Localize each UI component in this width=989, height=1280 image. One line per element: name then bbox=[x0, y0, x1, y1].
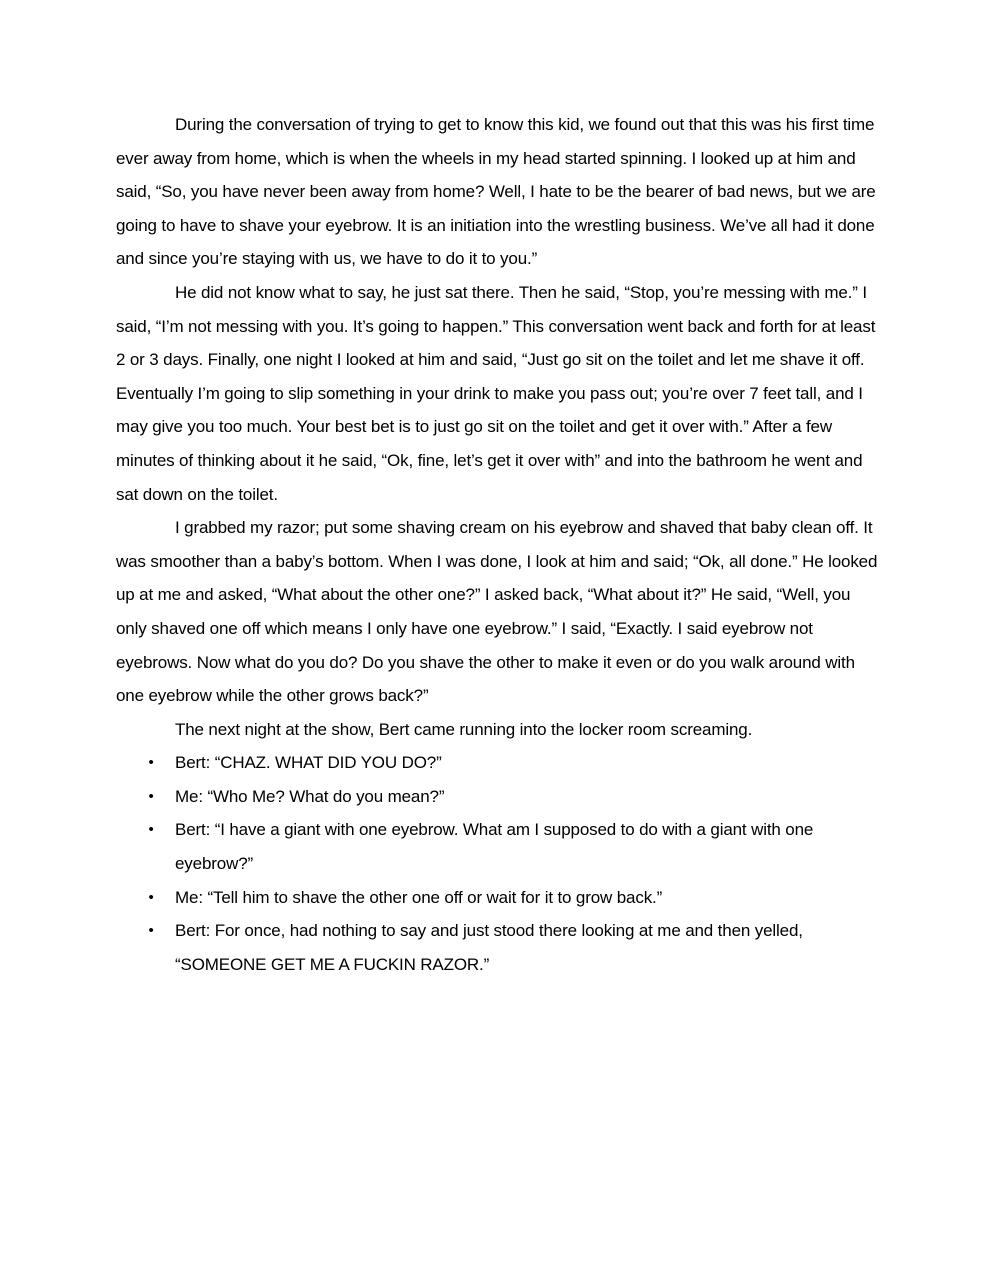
paragraph-2: He did not know what to say, he just sat there. Then he said, “Stop, you’re messing with me.” I said, “I’m not messing with you. It’s going to happen.” This conversation went back and forth for at least 2 or 3 days. Finally, one night I looked at him and said, “Just go sit on the toilet and let me shave it off. Eventually I’m going to slip something in your drink to make you pass out; you’re over 7 feet tall, and I may give you too much. Your best bet is to just go sit on the toilet and get it over with.” After a few minutes of thinking about it he said, “Ok, fine, let’s get it over with” and into the bathroom he went and sat down on the toilet. bbox=[116, 282, 876, 504]
list-item bbox=[116, 780, 878, 814]
paragraph-3: I grabbed my razor; put some shaving cream on his eyebrow and shaved that baby clean off. It was smoother than a baby’s bottom. When I was done, I look at him and said; “Ok, all done.” He looked up at me and asked, “What about the other one?” I asked back, “What about it?” He said, “Well, you only shaved one off which means I only have one eyebrow.” I said, “Exactly. I said eyebrow not eyebrows. Now what do you do? Do you shave the other to make it even or do you walk around with one eyebrow while the other grows back?” bbox=[116, 518, 878, 706]
list-item bbox=[116, 914, 878, 981]
bullet-dot-icon: • bbox=[148, 922, 154, 940]
list-item bbox=[116, 813, 878, 880]
list-item-label: Me: “Who Me? What do you mean?” bbox=[175, 786, 445, 806]
list-item-label: Bert: “I have a giant with one eyebrow. What am I supposed to do with a giant with one eyebrow?” bbox=[175, 820, 814, 874]
list-item bbox=[116, 746, 878, 780]
bullet-dot-icon: • bbox=[148, 787, 154, 805]
paragraph-1: During the conversation of trying to get to know this kid, we found out that this was his first time ever away from home, which is when the wheels in my head started spinning. I looked up at him and said, “So, you have never been away from home? Well, I hate to be the bearer of bad news, but we are going to have to shave your eyebrow. It is an initiation into the wrestling business. We’ve all had it done and since you’re staying with us, we have to do it to you.” bbox=[116, 115, 876, 269]
list-item-label: Bert: For once, had nothing to say and just stood there looking at me and then yelled, “SOMEONE GET ME A FUCKIN RAZOR.” bbox=[175, 921, 803, 974]
paragraph-4: The next night at the show, Bert came running into the locker room screaming. bbox=[175, 719, 753, 739]
bullet-dot-icon: • bbox=[148, 754, 154, 772]
bullet-dot-icon: • bbox=[148, 821, 154, 839]
list-item-label: Me: “Tell him to shave the other one off or wait for it to grow back.” bbox=[175, 887, 663, 907]
list-item-label: Bert: “CHAZ. WHAT DID YOU DO?” bbox=[175, 753, 442, 773]
bullet-dot-icon: • bbox=[148, 888, 154, 906]
dialogue-bullet-list bbox=[116, 746, 878, 981]
document-body bbox=[116, 108, 878, 981]
list-item bbox=[116, 881, 878, 915]
